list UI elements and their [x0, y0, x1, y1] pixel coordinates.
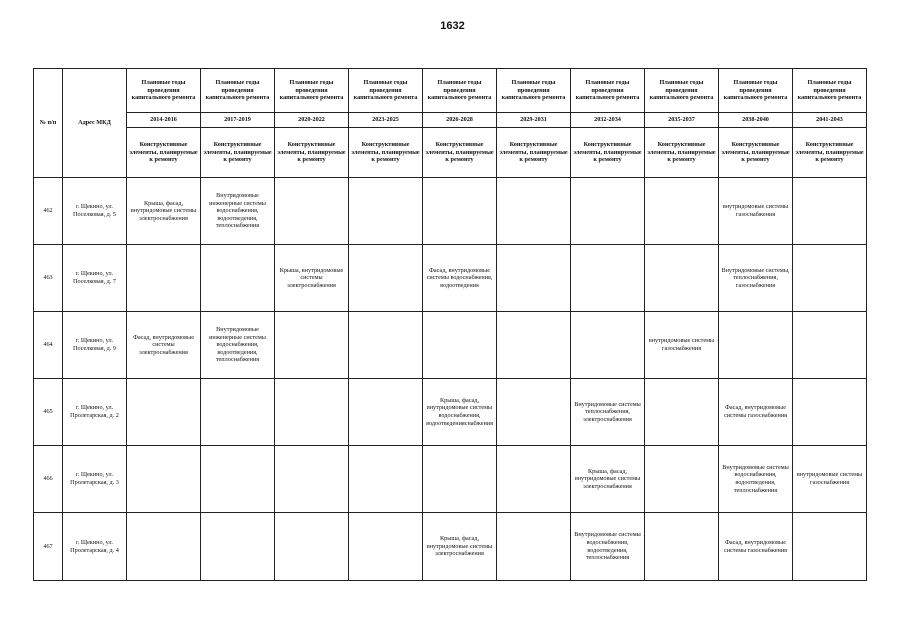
repair-cell [645, 513, 719, 581]
repair-cell [423, 178, 497, 245]
repair-cell [349, 245, 423, 312]
header-period: 2014-2016 [127, 113, 201, 128]
header-period: 2038-2040 [719, 113, 793, 128]
header-period: 2017-2019 [201, 113, 275, 128]
header-elements: Конструктивные элементы, планируемые к ремонту [571, 128, 645, 178]
repair-cell: Крыша, фасад, внутридомовые системы электроснабжения [127, 178, 201, 245]
table-row [34, 513, 867, 581]
repair-cell [645, 446, 719, 513]
repair-cell [275, 178, 349, 245]
repair-cell [793, 379, 867, 446]
repair-cell: Фасад, внутридомовые системы электроснабжения [127, 312, 201, 379]
repair-cell [793, 178, 867, 245]
repair-cell: Внутридомовые системы водоснабжения, водоотведения, теплоснабжения [571, 513, 645, 581]
repair-cell [497, 245, 571, 312]
header-plan-title: Плановые годы проведения капитального ремонта [645, 69, 719, 113]
header-plan-title: Плановые годы проведения капитального ремонта [201, 69, 275, 113]
repair-cell: Внутридомовые инженерные системы водоснабжения, водоотведения, теплоснабжения [201, 178, 275, 245]
row-address: г. Щекино, ул. Пролетарская, д. 2 [63, 379, 127, 446]
repair-cell [645, 245, 719, 312]
repair-cell: внутридомовые системы газоснабжения [719, 178, 793, 245]
header-plan-title: Плановые годы проведения капитального ремонта [349, 69, 423, 113]
header-elements: Конструктивные элементы, планируемые к ремонту [275, 128, 349, 178]
repair-cell [645, 178, 719, 245]
row-address: г. Щекино, ул. Пролетарская, д. 3 [63, 446, 127, 513]
repair-cell [645, 379, 719, 446]
row-number: 466 [34, 446, 63, 513]
header-elements: Конструктивные элементы, планируемые к ремонту [645, 128, 719, 178]
header-plan-title: Плановые годы проведения капитального ремонта [497, 69, 571, 113]
repair-cell: Внутридомовые системы теплоснабжения, электроснабжения [571, 379, 645, 446]
repair-cell [349, 446, 423, 513]
repair-cell: Внутридомовые системы, теплоснабжения, газоснабжения [719, 245, 793, 312]
row-address: г. Щекино, ул. Поселковая, д. 7 [63, 245, 127, 312]
repair-cell [275, 312, 349, 379]
header-row-elements [34, 128, 867, 178]
repair-cell: внутридомовые системы газоснабжения [645, 312, 719, 379]
repair-cell [571, 245, 645, 312]
page-number: 1632 [440, 20, 465, 32]
header-address: Адрес МКД [63, 69, 127, 178]
repair-cell [497, 446, 571, 513]
header-elements: Конструктивные элементы, планируемые к ремонту [349, 128, 423, 178]
repair-cell: Крыша, фасад, внутридомовые системы электроснабжения [423, 513, 497, 581]
header-period: 2035-2037 [645, 113, 719, 128]
header-plan-title: Плановые годы проведения капитального ремонта [571, 69, 645, 113]
row-number: 465 [34, 379, 63, 446]
header-period: 2041-2043 [793, 113, 867, 128]
header-num: № п/п [34, 69, 63, 178]
header-period: 2023-2025 [349, 113, 423, 128]
repair-cell: Крыша, внутридомовые системы электроснабжения [275, 245, 349, 312]
header-period: 2020-2022 [275, 113, 349, 128]
table-row [34, 245, 867, 312]
repair-cell [201, 446, 275, 513]
repair-cell [275, 513, 349, 581]
repair-cell [349, 312, 423, 379]
row-number: 467 [34, 513, 63, 581]
repair-cell: Крыша, фасад, внутридомовые системы электроснабжения [571, 446, 645, 513]
repair-cell: Фасад, внутридомовые системы газоснабжения [719, 379, 793, 446]
header-plan-title: Плановые годы проведения капитального ремонта [275, 69, 349, 113]
repair-cell [497, 379, 571, 446]
repair-cell [349, 178, 423, 245]
repair-cell: Внутридомовые инженерные системы водоснабжения, водоотведения, теплоснабжения [201, 312, 275, 379]
repair-cell [201, 245, 275, 312]
repair-cell [571, 178, 645, 245]
repair-cell: Фасад, внутридомовые системы водоснабжения, водоотведения [423, 245, 497, 312]
repair-cell [423, 446, 497, 513]
repair-cell: Внутридомовые системы водоснабжения, водоотведения, теплоснабжения [719, 446, 793, 513]
header-period: 2026-2028 [423, 113, 497, 128]
table-row [34, 312, 867, 379]
repair-cell [719, 312, 793, 379]
header-plan-title: Плановые годы проведения капитального ремонта [793, 69, 867, 113]
row-address: г. Щекино, ул. Поселковая, д. 9 [63, 312, 127, 379]
repair-cell [201, 513, 275, 581]
repair-cell [127, 513, 201, 581]
repair-cell [497, 178, 571, 245]
table-row [34, 446, 867, 513]
header-plan-title: Плановые годы проведения капитального ремонта [127, 69, 201, 113]
table-row [34, 178, 867, 245]
header-elements: Конструктивные элементы, планируемые к ремонту [719, 128, 793, 178]
repair-cell [275, 379, 349, 446]
row-number: 463 [34, 245, 63, 312]
repair-cell: Фасад, внутридомовые системы газоснабжения [719, 513, 793, 581]
repair-cell [497, 312, 571, 379]
row-address: г. Щекино, ул. Поселковая, д. 5 [63, 178, 127, 245]
header-elements: Конструктивные элементы, планируемые к ремонту [201, 128, 275, 178]
repair-cell: Крыша, фасад, внутридомовые системы водоснабжения, водоотведенияснабжения [423, 379, 497, 446]
repair-cell [793, 513, 867, 581]
repair-cell [275, 446, 349, 513]
repair-cell [127, 446, 201, 513]
header-elements: Конструктивные элементы, планируемые к ремонту [793, 128, 867, 178]
header-period: 2029-2031 [497, 113, 571, 128]
header-plan-title: Плановые годы проведения капитального ремонта [423, 69, 497, 113]
header-elements: Конструктивные элементы, планируемые к ремонту [423, 128, 497, 178]
repair-cell [127, 245, 201, 312]
repair-cell [349, 379, 423, 446]
repair-cell [127, 379, 201, 446]
header-row-plan [34, 69, 867, 113]
capital-repair-plan-table [33, 68, 867, 581]
header-plan-title: Плановые годы проведения капитального ремонта [719, 69, 793, 113]
repair-cell [793, 312, 867, 379]
header-row-periods [34, 113, 867, 128]
header-elements: Конструктивные элементы, планируемые к ремонту [127, 128, 201, 178]
repair-cell [571, 312, 645, 379]
header-elements: Конструктивные элементы, планируемые к ремонту [497, 128, 571, 178]
repair-cell [349, 513, 423, 581]
repair-cell [497, 513, 571, 581]
repair-cell [793, 245, 867, 312]
row-number: 462 [34, 178, 63, 245]
row-number: 464 [34, 312, 63, 379]
row-address: г. Щекино, ул. Пролетарская, д. 4 [63, 513, 127, 581]
repair-cell [423, 312, 497, 379]
table-row [34, 379, 867, 446]
header-period: 2032-2034 [571, 113, 645, 128]
repair-cell: внутридомовые системы газоснабжения [793, 446, 867, 513]
repair-cell [201, 379, 275, 446]
